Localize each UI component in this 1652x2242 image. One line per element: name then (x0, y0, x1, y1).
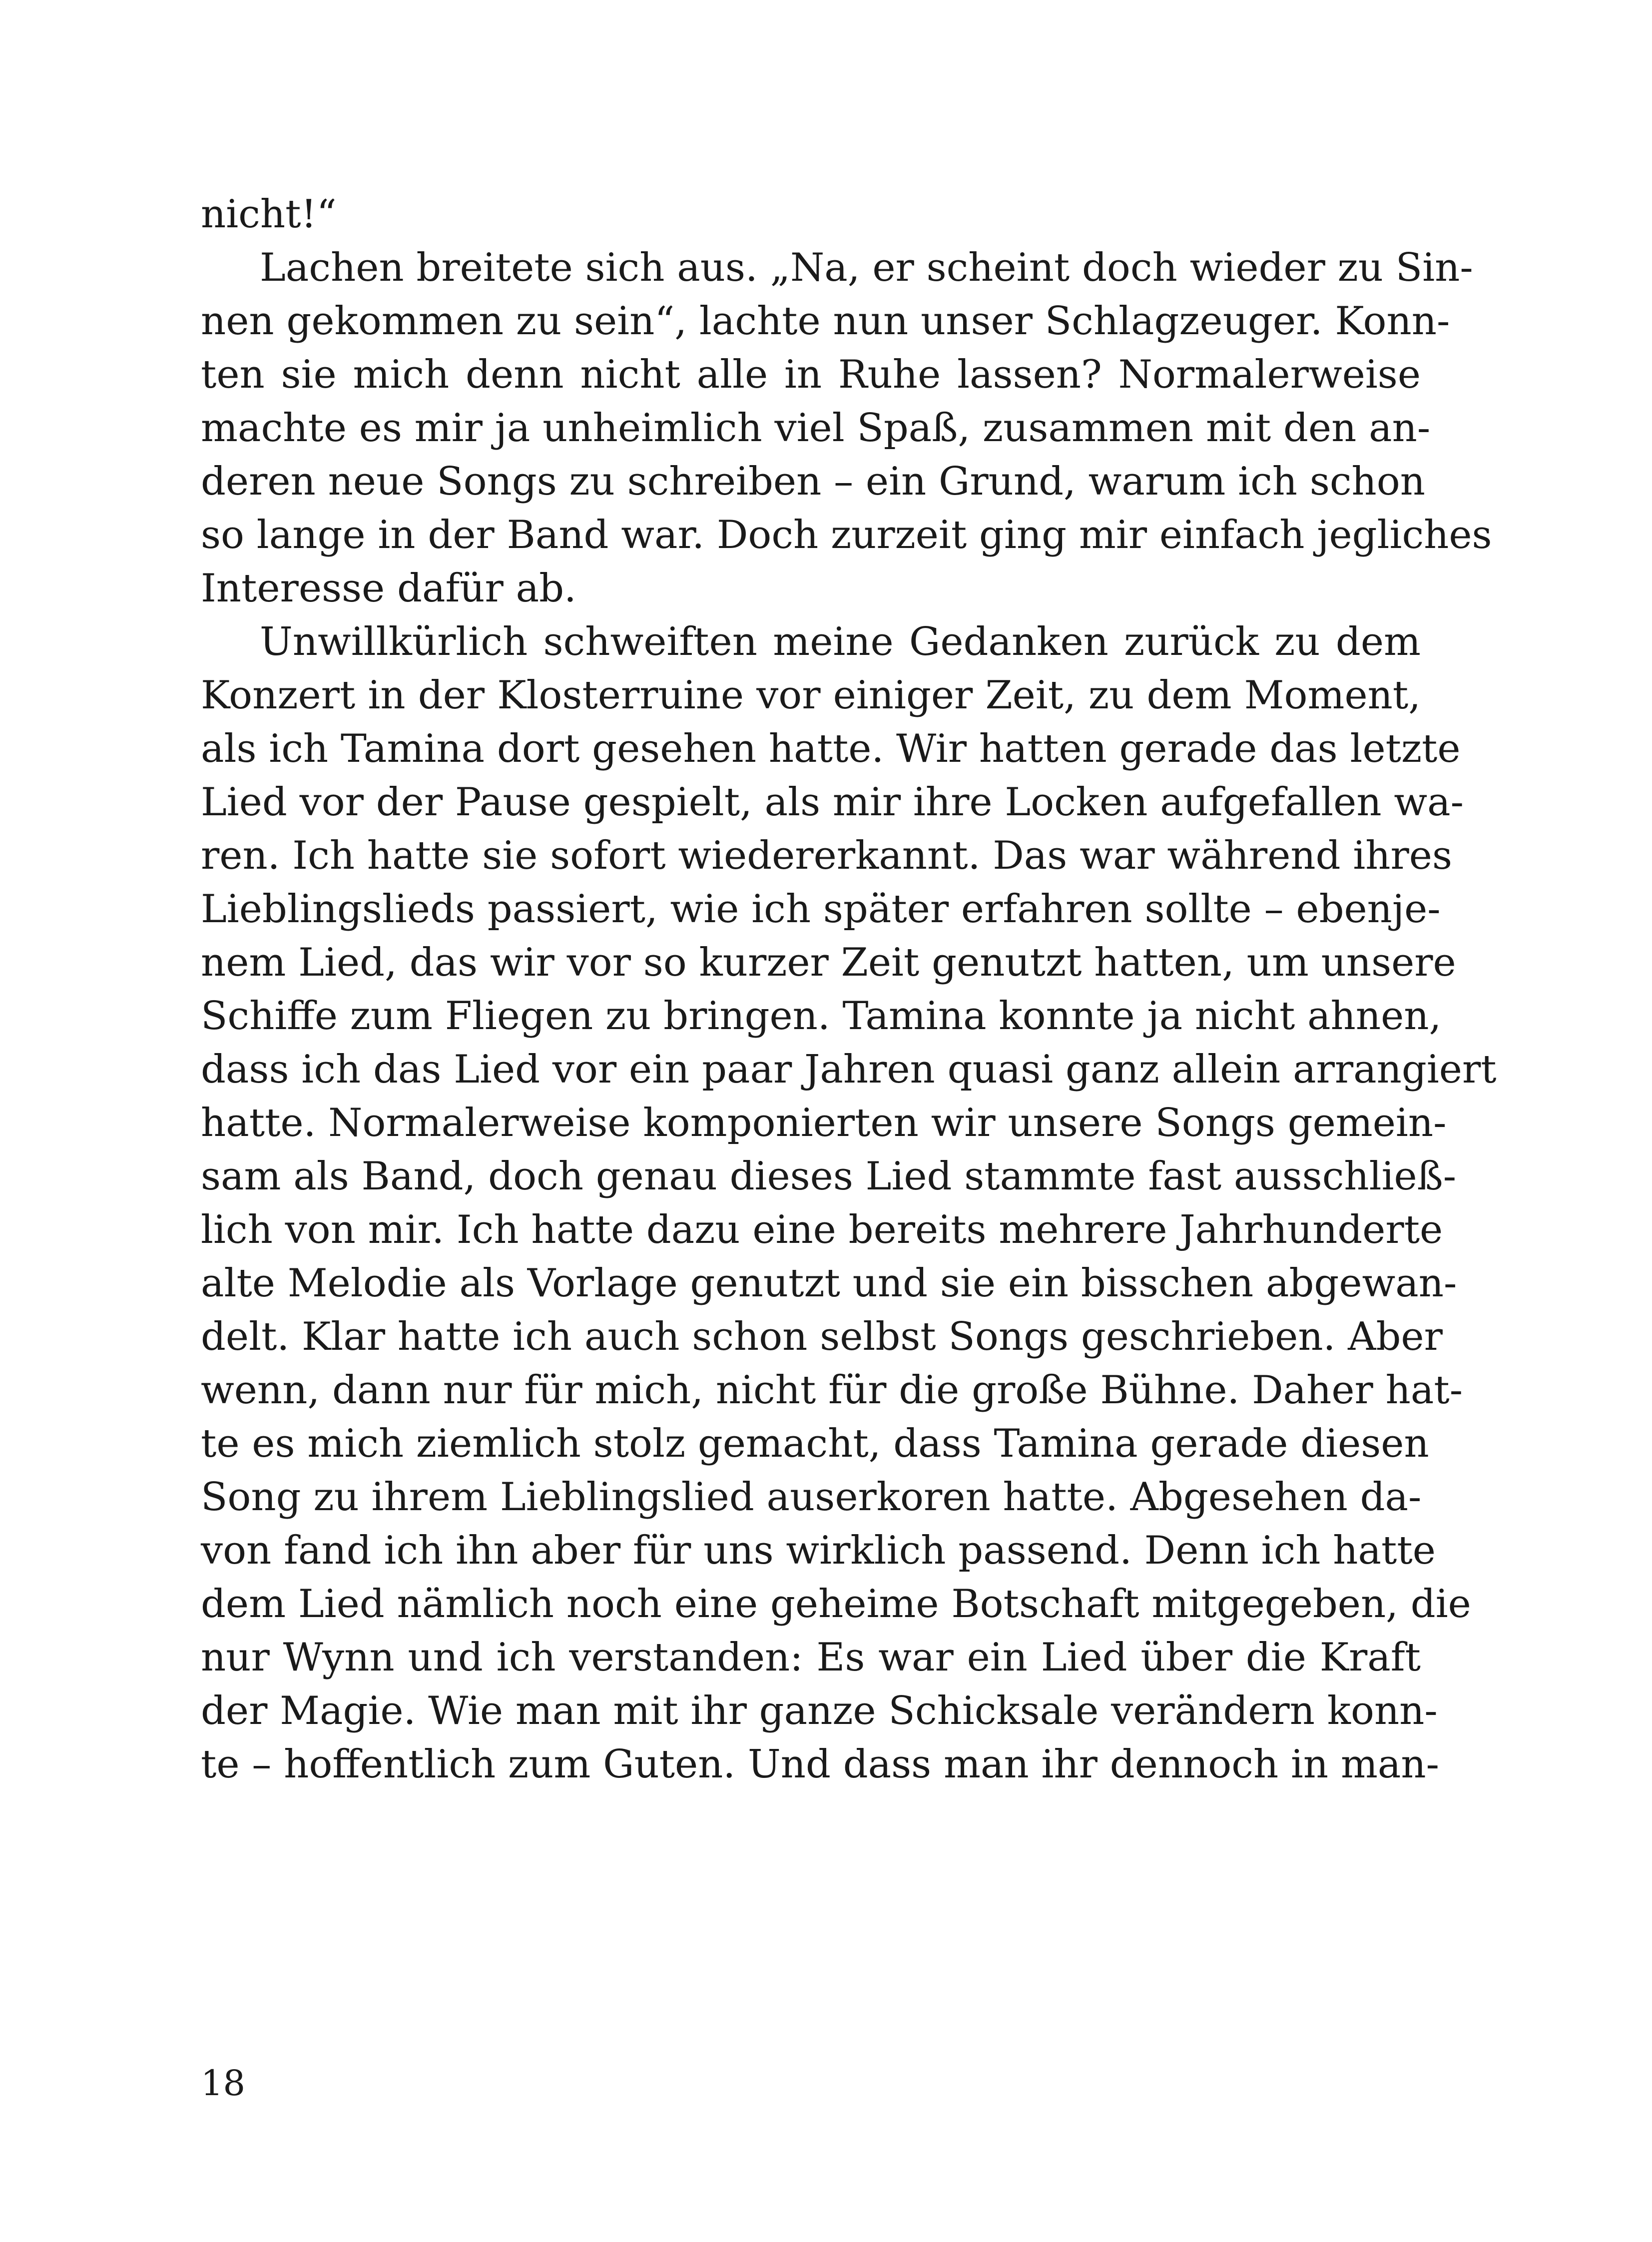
text-line: machte es mir ja unheimlich viel Spaß, zusammen mit den an- (201, 406, 1431, 451)
text-line: lich von mir. Ich hatte dazu eine bereits mehrere Jahrhunderte (201, 1207, 1443, 1252)
body-text (201, 188, 1497, 1791)
text-line: von fand ich ihn aber für uns wirklich passend. Denn ich hatte (201, 1528, 1436, 1573)
text-line: te – hoffentlich zum Guten. Und dass man ihr dennoch in man- (201, 1742, 1440, 1787)
text-line: Lieblingslieds passiert, wie ich später erfahren sollte – ebenje- (201, 887, 1441, 932)
text-line: Song zu ihrem Lieblingslied auserkoren hatte. Abgesehen da- (201, 1475, 1422, 1520)
text-line: ren. Ich hatte sie sofort wiedererkannt. Das war während ihres (201, 833, 1452, 878)
text-line: ten sie mich denn nicht alle in Ruhe lassen? Normalerweise (201, 352, 1421, 397)
text-line: als ich Tamina dort gesehen hatte. Wir hatten gerade das letzte (201, 726, 1461, 771)
text-line: dass ich das Lied vor ein paar Jahren quasi ganz allein arrangiert (201, 1047, 1497, 1092)
text-line: te es mich ziemlich stolz gemacht, dass Tamina gerade diesen (201, 1421, 1429, 1466)
text-line: Konzert in der Klosterruine vor einiger Zeit, zu dem Moment, (201, 673, 1421, 718)
text-line: Interesse dafür ab. (201, 566, 576, 611)
text-line: nicht!“ (201, 192, 337, 237)
text-line: Lachen breitete sich aus. „Na, er scheint doch wieder zu Sin- (260, 245, 1473, 290)
text-line: dem Lied nämlich noch eine geheime Botschaft mitgegeben, die (201, 1582, 1471, 1627)
text-line: delt. Klar hatte ich auch schon selbst Songs geschrieben. Aber (201, 1314, 1443, 1359)
text-line: Schiffe zum Fliegen zu bringen. Tamina konnte ja nicht ahnen, (201, 994, 1442, 1039)
text-line: nen gekommen zu sein“, lachte nun unser Schlagzeuger. Konn- (201, 299, 1450, 344)
text-line: Lied vor der Pause gespielt, als mir ihre Locken aufgefallen wa- (201, 780, 1464, 825)
text-line: hatte. Normalerweise komponierten wir unsere Songs gemein- (201, 1101, 1447, 1145)
text-line: deren neue Songs zu schreiben – ein Grund, warum ich schon (201, 459, 1425, 504)
text-line: nur Wynn und ich verstanden: Es war ein Lied über die Kraft (201, 1635, 1421, 1680)
text-line: sam als Band, doch genau dieses Lied stammte fast ausschließ- (201, 1154, 1457, 1199)
page-number: 18 (201, 2063, 246, 2104)
text-line: nem Lied, das wir vor so kurzer Zeit genutzt hatten, um unsere (201, 940, 1456, 985)
text-line: so lange in der Band war. Doch zurzeit ging mir einfach jegliches (201, 513, 1492, 558)
text-line: der Magie. Wie man mit ihr ganze Schicksale verändern konn- (201, 1688, 1438, 1733)
text-line: Unwillkürlich schweiften meine Gedanken zurück zu dem (260, 619, 1421, 664)
text-line: wenn, dann nur für mich, nicht für die große Bühne. Daher hat- (201, 1368, 1463, 1413)
text-line: alte Melodie als Vorlage genutzt und sie ein bisschen abgewan- (201, 1261, 1457, 1306)
